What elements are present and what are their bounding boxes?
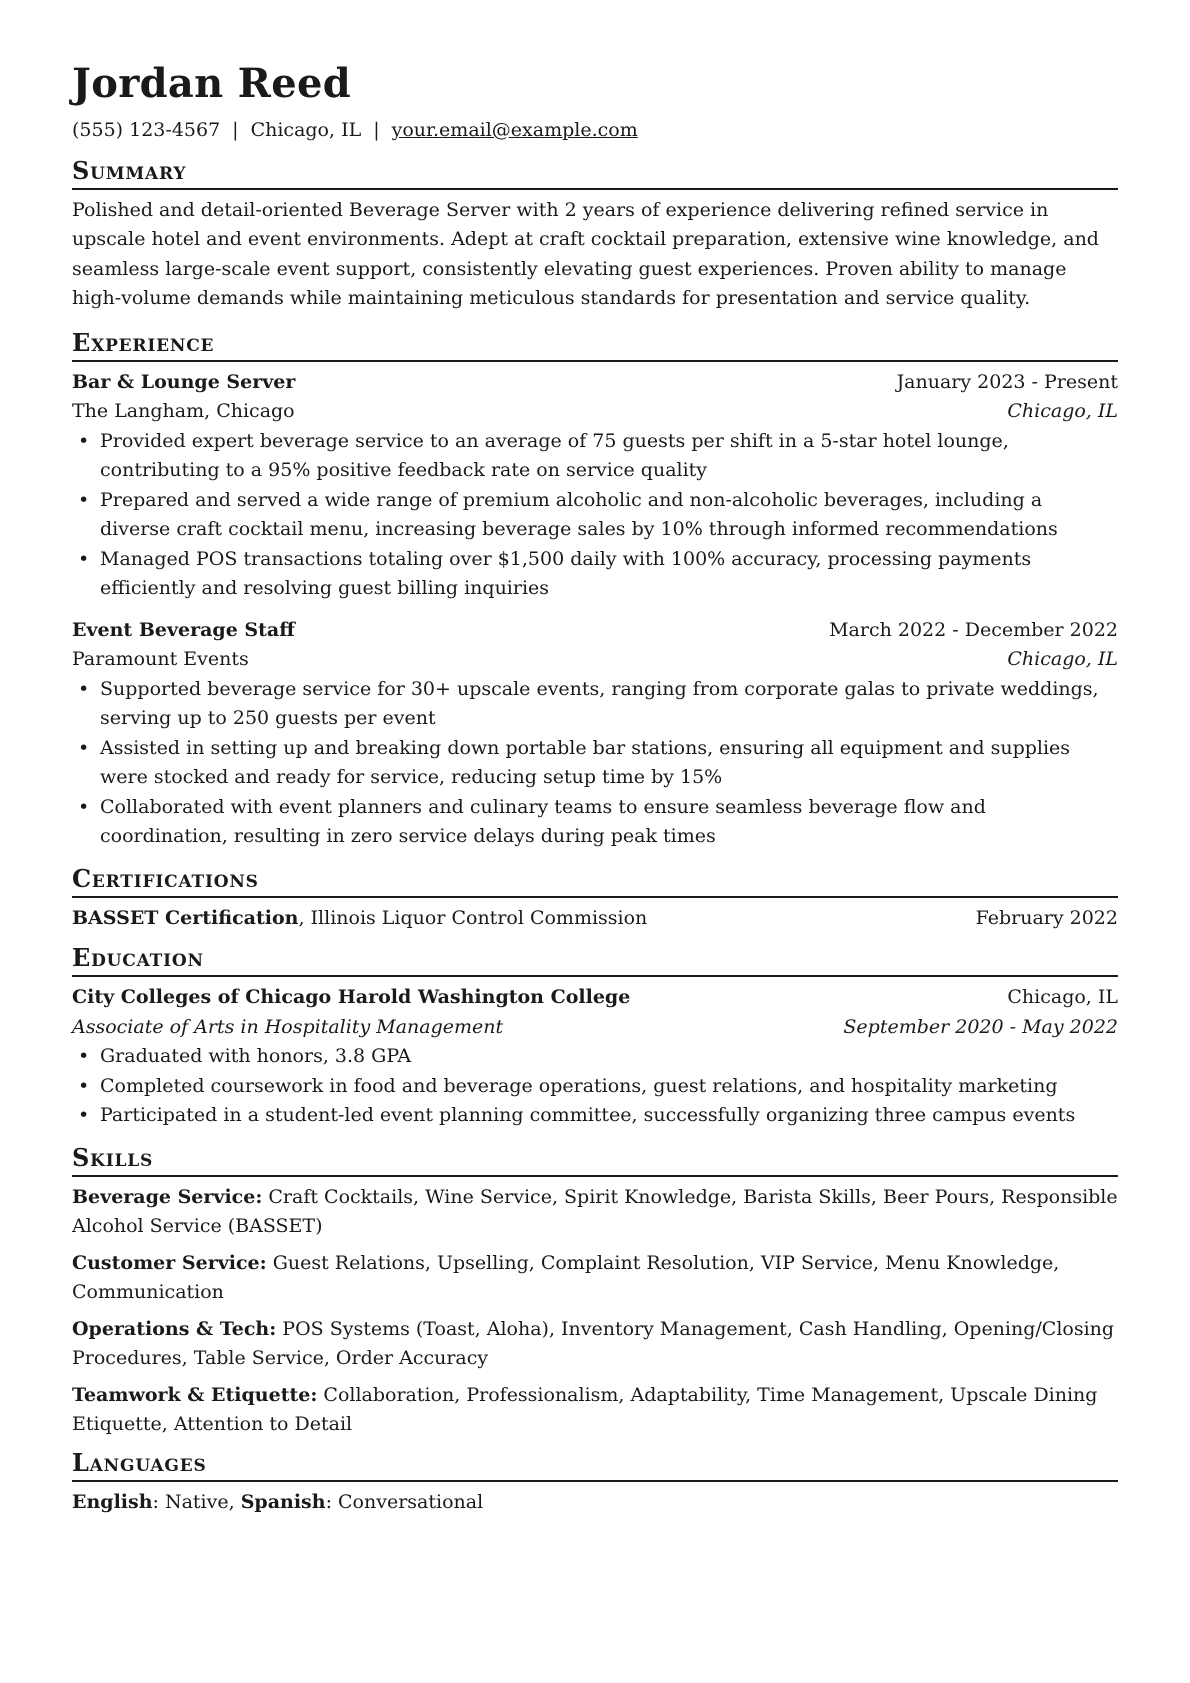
separator: | [232, 119, 239, 141]
job-company: Paramount Events [72, 648, 249, 670]
candidate-name: Jordan Reed [72, 60, 351, 107]
bullet-item: • Prepared and served a wide range of premium alcoholic and non-alcoholic beverages, including a diverse craft cocktail menu, increasing beverage sales by 10% through informed recommendations [100, 486, 1118, 545]
email-link[interactable]: your.email@example.com [391, 119, 638, 141]
bullet-item: • Provided expert beverage service to an average of 75 guests per shift in a 5-star hotel lounge, contributing to a 95% positive feedback rate on service quality [100, 427, 1118, 486]
certification-entry [72, 904, 1118, 934]
job-entry [72, 368, 1118, 604]
language-name: English [72, 1490, 153, 1513]
skill-label: Operations & Tech: [72, 1317, 277, 1340]
education-entry [72, 983, 1118, 1131]
skill-group [72, 1315, 1118, 1374]
job-company: The Langham, Chicago [72, 400, 295, 422]
job-role: Event Beverage Staff [72, 618, 295, 641]
summary-text: Polished and detail-oriented Beverage Server with 2 years of experience delivering refined service in upscale hotel and event environments. Adept at craft cocktail preparation, extensive wine knowledge, and seamless large-scale event support, consistently elevating guest experiences. Proven ability to manage high-volume demands while maintaining meticulous standards for presentation and service quality. [72, 198, 1099, 309]
skill-group [72, 1183, 1118, 1242]
skill-group [72, 1381, 1118, 1440]
bullet-item: • Supported beverage service for 30+ upscale events, ranging from corporate galas to private weddings, serving up to 250 guests per event [100, 675, 1118, 734]
job-role: Bar & Lounge Server [72, 370, 296, 393]
bullet-item: • Collaborated with event planners and culinary teams to ensure seamless beverage flow and coordination, resulting in zero service delays during peak times [100, 793, 1118, 852]
section-title-skills: Skills [72, 1143, 1118, 1177]
phone: (555) 123-4567 [72, 119, 221, 141]
language-level: : Native, [152, 1490, 241, 1513]
cert-date: February 2022 [975, 906, 1118, 929]
section-title-summary: Summary [72, 156, 1118, 190]
bullet-item: • Assisted in setting up and breaking down portable bar stations, ensuring all equipment and supplies were stocked and ready for service, reducing setup time by 15% [100, 734, 1118, 793]
degree: Associate of Arts in Hospitality Management [72, 1015, 504, 1038]
job-entry [72, 616, 1118, 852]
job-location: Chicago, IL [1007, 648, 1118, 670]
skill-text: Collaboration, Professionalism, Adaptability, Time Management, Upscale Dining Etiquette, Attention to Detail [72, 1383, 1098, 1435]
education-dates: September 2020 - May 2022 [843, 1015, 1118, 1038]
school-location: Chicago, IL [1007, 986, 1118, 1008]
language-name: Spanish [240, 1490, 326, 1513]
school-name: City Colleges of Chicago Harold Washington College [72, 986, 631, 1008]
skill-label: Customer Service: [72, 1251, 267, 1274]
skill-text: POS Systems (Toast, Aloha), Inventory Management, Cash Handling, Opening/Closing Procedures, Table Service, Order Accuracy [72, 1317, 1115, 1369]
skill-text: Guest Relations, Upselling, Complaint Resolution, VIP Service, Menu Knowledge, Communication [72, 1251, 1060, 1303]
location: Chicago, IL [250, 119, 362, 141]
languages-line [72, 1488, 1118, 1518]
education-bullets [72, 1042, 1118, 1131]
cert-name: BASSET Certification [72, 906, 299, 929]
job-dates: March 2022 - December 2022 [829, 618, 1118, 641]
contact-line [72, 116, 1118, 146]
section-title-experience: Experience [72, 328, 1118, 362]
skill-text: Craft Cocktails, Wine Service, Spirit Knowledge, Barista Skills, Beer Pours, Responsible Alcohol Service (BASSET) [72, 1185, 1118, 1237]
bullet-item: • Participated in a student-led event planning committee, successfully organizing three campus events [100, 1101, 1118, 1131]
skill-label: Teamwork & Etiquette: [72, 1383, 318, 1406]
skill-label: Beverage Service: [72, 1185, 263, 1208]
job-location: Chicago, IL [1007, 400, 1118, 422]
job-bullets [72, 675, 1118, 852]
section-title-certifications: Certifications [72, 864, 1118, 898]
section-title-languages: Languages [72, 1448, 1118, 1482]
separator: | [373, 119, 380, 141]
cert-issuer: , Illinois Liquor Control Commission [298, 906, 648, 929]
bullet-item: • Managed POS transactions totaling over $1,500 daily with 100% accuracy, processing payments efficiently and resolving guest billing inquiries [100, 545, 1118, 604]
bullet-item: • Graduated with honors, 3.8 GPA [100, 1042, 1118, 1072]
language-level: : Conversational [325, 1490, 484, 1513]
bullet-item: • Completed coursework in food and beverage operations, guest relations, and hospitality marketing [100, 1072, 1118, 1102]
section-title-education: Education [72, 943, 1118, 977]
job-bullets [72, 427, 1118, 604]
job-dates: January 2023 - Present [896, 370, 1118, 393]
skill-group [72, 1249, 1118, 1308]
